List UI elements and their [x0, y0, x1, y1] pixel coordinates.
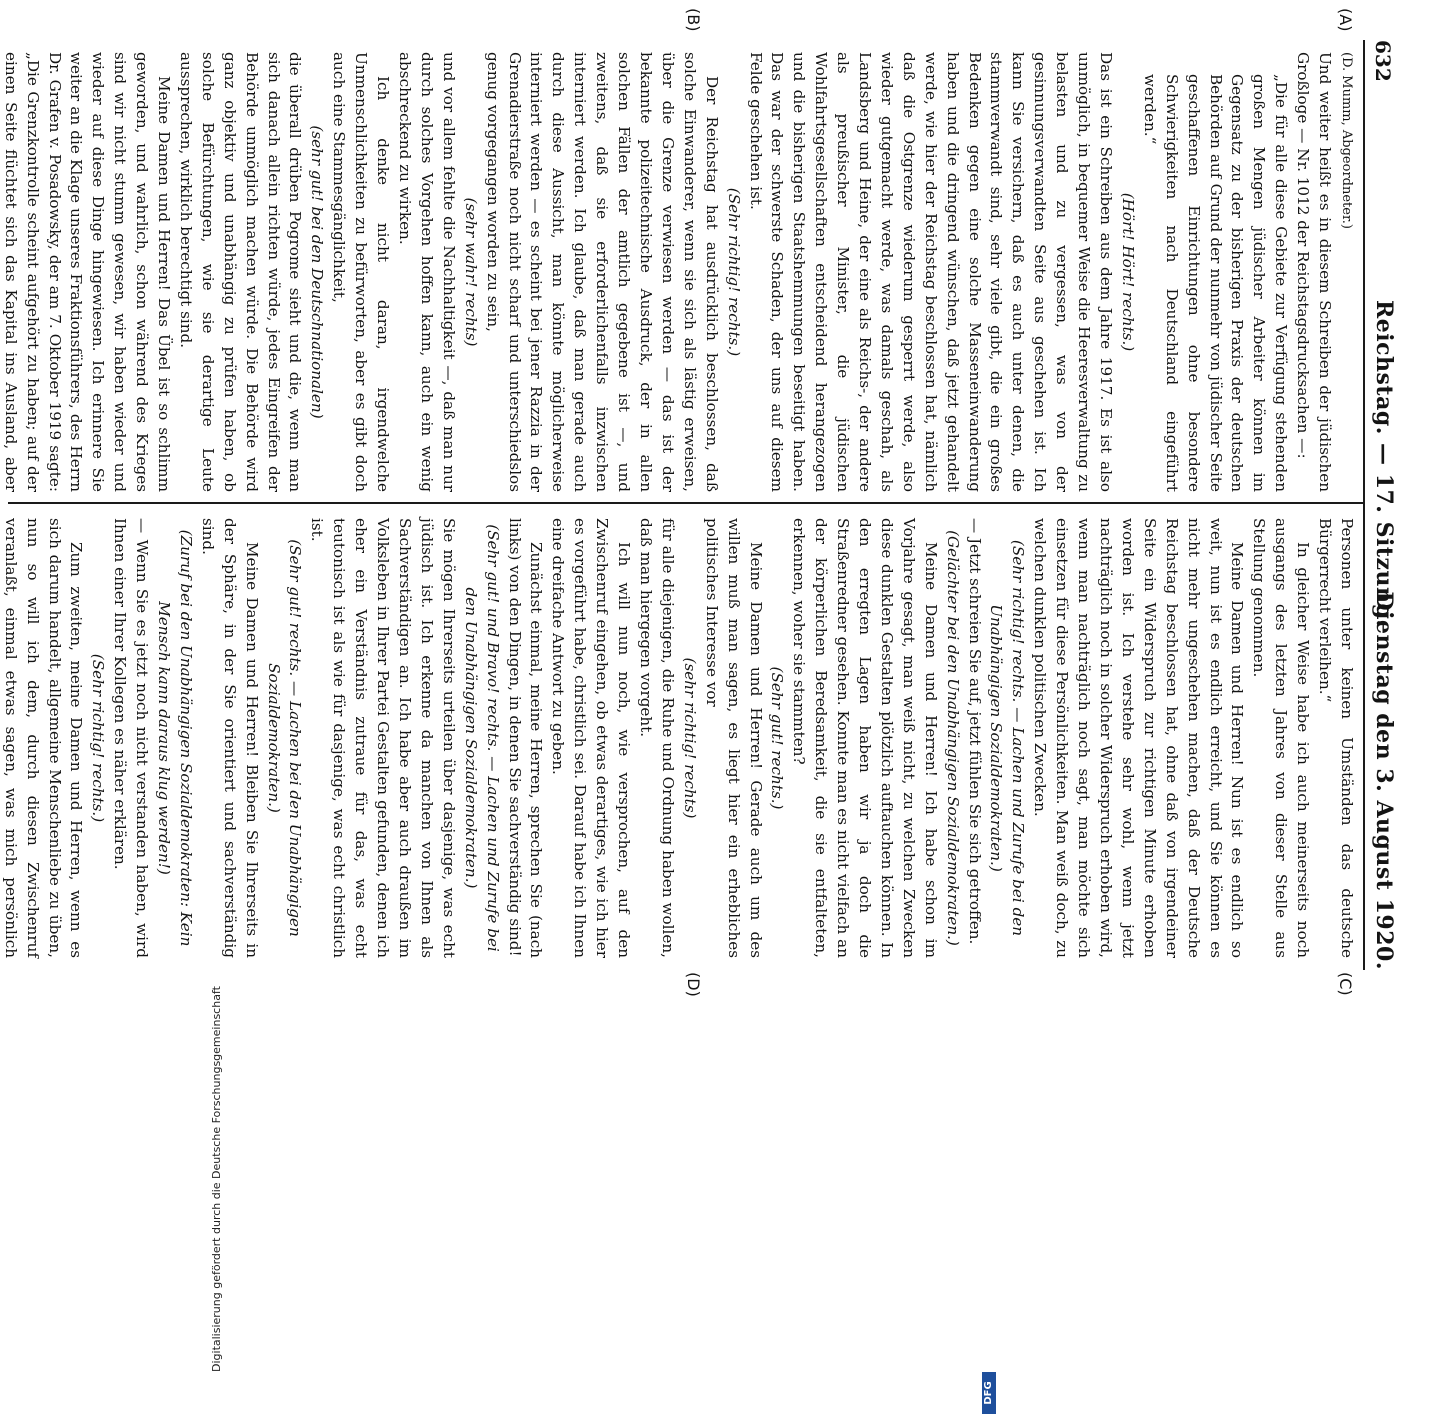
session-date: Dienstag den 3. August 1920.	[1371, 591, 1397, 970]
interjection: (Sehr richtig! rechts.)	[724, 187, 743, 357]
page-header	[1367, 40, 1401, 970]
paragraph: Meine Damen und Herren! Das Übel ist so schlimm geworden, und wahrlich, schon während des Krieges sind wir nicht stumm gewesen, wir haben wieder und wieder auf diese Dinge hingewiesen. Ich erinnere Sie weiter an die Klage unseres Fraktionsführers, des Herrn Dr. Grafen v. Posadowsky, der am 7. Oktober 1919 sagte: „Die Grenzkontrolle scheint aufgehört zu haben; auf der einen Seite flüchtet sich das Kapital ins Ausland, aber	[1, 52, 174, 492]
margin-mark-a: (A)	[1336, 8, 1355, 32]
paragraph: die überall drüben Pogrome sieht und die, wenn man sich danach allein richten würde, jedes Eingreifen der Behörde unmöglich machen würde. Die Behörde wird ganz objektiv und unabhängig zu prüfen haben, ob solche Befürchtungen, wie sie derartige Leute aussprechen, wirklich berechtigt sind.	[176, 52, 305, 492]
page-number: 632	[1371, 40, 1395, 82]
paragraph: „Die für alle diese Gebiete zur Verfügung stehenden großen Mengen jüdischer Arbeiter können im Gegensatz zu der bisherigen Praxis der deutschen Behörden auf Grund der nunmehr von jüdischer Seite geschaffenen Einrichtungen ohne besondere Schwierigkeiten nach Deutschland eingeführt werden.“	[1140, 74, 1291, 492]
margin-mark-d: (D)	[684, 972, 703, 997]
interjection: (Gelächter bei den Unabhängigen Sozialdemokraten.)	[943, 530, 962, 946]
digitization-credit: Digitalisierung gefördert durch die Deutsche Forschungsgemeinschaft	[210, 986, 223, 1372]
paragraph: Ich will nun noch, wie versprochen, auf den Zwischenruf eingehen, ob etwas derartiges, wie ich hier es vorgeführt habe, christlich sei. Darauf habe ich Ihnen eine dreifache Antwort zu geben.	[549, 518, 634, 958]
margin-mark-c: (C)	[1336, 972, 1355, 996]
interjection: (sehr gut! bei den Deutschnationalen)	[308, 125, 327, 419]
interjection: (Hört! Hört! rechts.)	[1118, 192, 1137, 352]
paragraph: Der Reichstag hat ausdrücklich beschlossen, daß solche Einwanderer, wenn sie sich als lästig erweisen, über die Grenze verwiesen werden — das ist der bekannte polizeitechnische Ausdruck, der in allen solchen Fällen der amtlich gegebene ist —, und zweitens, daß sie erforderlichenfalls inzwischen interniert werden. Ich glaube, daß man gerade auch durch diese Aussicht, man könnte möglicherweise interniert werden — es scheint bei jener Razzia in der Grenadierstraße noch nicht scharf und unterschiedslos genug vorgegangen worden zu sein,	[483, 52, 721, 492]
paragraph: Ich denke nicht daran, irgendwelche Unmenschlichkeiten zu befürworten, aber es gibt doch auch eine Stammesgänglichkeit,	[330, 52, 393, 492]
interjection: (Sehr gut! rechts.)	[768, 666, 787, 810]
paragraph: In gleicher Weise habe ich auch meinerseits noch ausgangs des letzten Jahres von dieser Stelle aus Stellung genommen.	[1250, 518, 1313, 958]
dfg-logo	[982, 1372, 996, 1414]
paragraph: Das ist ein Schreiben aus dem Jahre 1917. Es ist also unmöglich, in bequemer Weise die Heeresverwaltung zu belasten und zu vergessen, was von der gesinnungsverwandten Seite aus geschehen ist. Ich kann Sie versichern, daß es auch unter denen, die stammverwandt sind, sehr viele gibt, die ein großes Bedenken gegen eine solche Masseneinwanderung haben und die dringend wünschen, daß jetzt gehandelt werde, wie hier der Reichstag beschlossen hat, nämlich daß die Ostgrenze wiederum gesperrt werde, also wieder gutgemacht werde, was damals geschah, als Landsberg und Heine, der eine als Reichs-, der andere als preußischer Minister, die jüdischen Wohlfahrtsgesellschaften entscheidend herangezogen und die bisherigen Staatshemmungen beseitigt haben. Das war der schwerste Schaden, der uns auf diesem Felde geschehen ist.	[746, 52, 1116, 492]
interjection: (Sehr richtig! rechts. — Lachen und Zurufe bei den Unabhängigen Sozialdemokraten.)	[987, 539, 1028, 937]
speaker-line: (D. Mumm, Abgeordneter.)	[1339, 52, 1354, 229]
paragraph: Meine Damen und Herren! Bleiben Sie Ihrerseits in der Sphäre, in der Sie orientiert und sachverständig sind.	[198, 518, 261, 958]
interjection: (sehr wahr! rechts)	[461, 197, 480, 347]
running-title: Reichstag. — 17. Sitzung.	[1371, 300, 1397, 628]
interjection: (Zuruf bei den Unabhängigen Sozialdemokraten: Kein Mensch kann daraus klug werden!)	[155, 529, 195, 947]
header-rule	[1363, 40, 1365, 970]
paragraph: Zum zweiten, meine Damen und Herren, wenn es sich darum handelt, allgemeine Menschenliebe zu üben, nun so will ich dem, durch diesen Zwischenruf veranlaßt, einmal etwas sagen, was mich persönlich	[1, 518, 86, 958]
interjection: (Sehr gut! rechts. — Lachen bei den Unabhängigen Sozialdemokraten.)	[264, 539, 305, 937]
paragraph: Zunächst einmal, meine Herren, sprechen Sie (nach links) von den Dingen, in denen Sie sachverständig sind!	[505, 518, 546, 958]
paragraph: Und weiter heißt es in diesem Schreiben der jüdischen Großloge — Nr. 1012 der Reichstagsdrucksachen —:	[1294, 52, 1335, 492]
paragraph: und vor allem fehlte die Nachhaltigkeit —, daß man nur durch solches Vorgehen hoffen kann, auch ein wenig abschreckend zu wirken.	[396, 52, 458, 492]
dfg-logo-text: DFG	[983, 1381, 994, 1405]
paragraph: Meine Damen und Herren! Gerade auch um des willen muß man sagen, es liegt hier ein erhebliches politisches Interesse vor	[702, 518, 765, 958]
paragraph: — Jetzt schreien Sie auf, jetzt fühlen Sie sich getroffen.	[965, 518, 984, 945]
margin-mark-b: (B)	[684, 8, 703, 32]
paragraph: für alle diejenigen, die Ruhe und Ordnung haben wollen, daß man hiergegen vorgeht.	[637, 518, 677, 958]
paragraph: Meine Damen und Herren! Nun ist es endlich so weit, nun ist es endlich erreicht, und Sie können es nicht mehr ungeschehen machen, daß der Deutsche Reichstag beschlossen hat, ohne daß von irgendeiner Seite ein Widerspruch zur richtigen Minute erhoben worden ist. Ich verstehe sehr wohl, wenn jetzt nachträglich noch in solcher Widerspruch erhoben wird, wenn man nachträglich noch sagt, man möchte sich einsetzen für diese Persönlichkeiten. Man weiß doch, zu welchen dunklen politischen Zwecken.	[1031, 518, 1247, 958]
paragraph: — Wenn Sie es jetzt noch nicht verstanden haben, wird Ihnen einer Ihrer Kollegen es näher erklären.	[111, 518, 152, 958]
paragraph: Sie mögen Ihrerseits urteilen über dasjenige, was echt jüdisch ist. Ich erkenne da manchen von Ihnen als Sachverständigen an. Ich habe aber auch draußen im Volksleben in Ihrer Partei Gestalten gefunden, denen ich eher ein Verständnis zutraue für das, was echt teutonisch ist als wie für dasjenige, was echt christlich ist.	[308, 518, 458, 958]
paragraph: Meine Damen und Herren! Ich habe schon im Vorjahre gesagt, man weiß nicht, zu welchen Zwecken diese dunklen Gestalten plötzlich auftauchen können. In den erregten Lagen haben wir ja doch die Straßenredner gesehen. Konnte man es nicht vielfach an der körperlichen Beredsamkeit, die sie entfalteten, erkennen, woher sie stammten?	[790, 518, 940, 958]
interjection: (sehr richtig! rechts)	[680, 657, 699, 819]
interjection: (Sehr gut! und Bravo! rechts. — Lachen und Zurufe bei den Unabhängigen Sozialdemokraten.)	[461, 524, 502, 952]
interjection: (Sehr richtig! rechts.)	[89, 653, 108, 823]
paragraph: Personen unter keinen Umständen das deutsche Bürgerrecht verleihen.“	[1316, 518, 1356, 958]
